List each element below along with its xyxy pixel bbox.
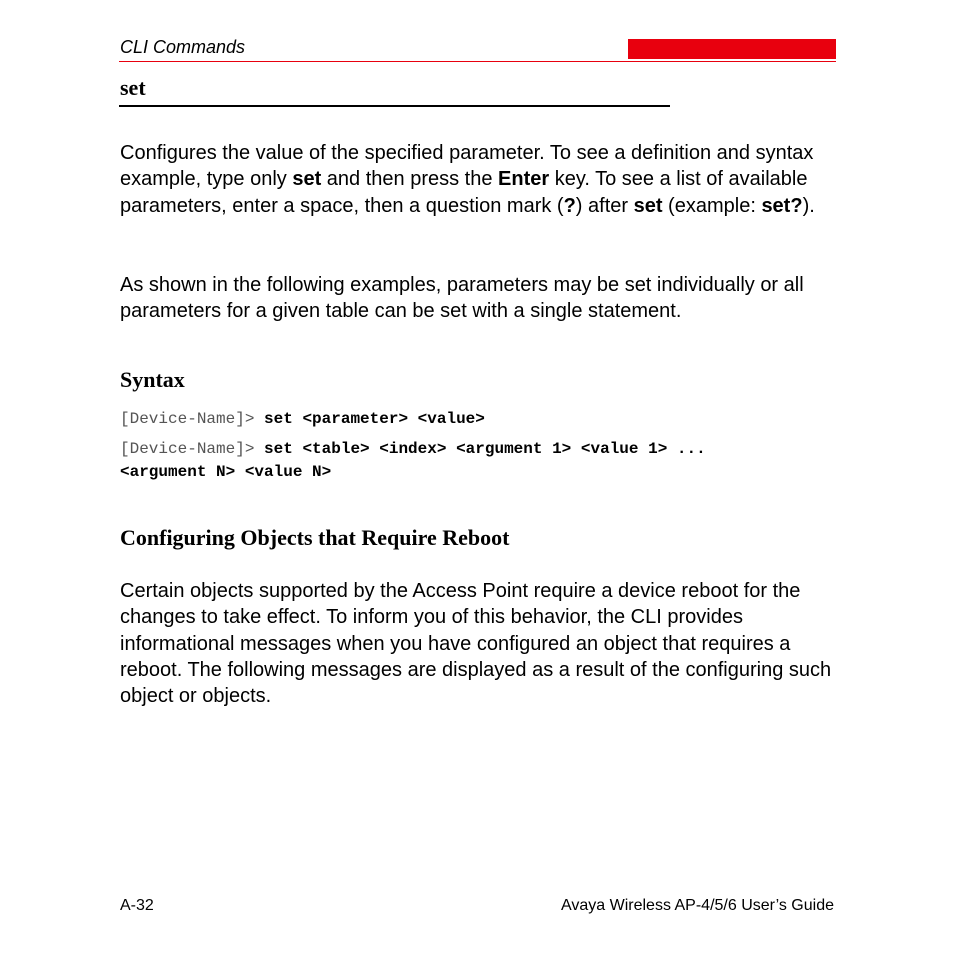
syntax-line-1 [120,408,840,431]
cli-prompt: [Device-Name]> [120,410,265,428]
text-run: key. To see a list of available parameters, enter a space, then a question mark ( [120,168,808,217]
syntax-line-2 [120,438,840,484]
description-paragraph [120,140,840,219]
bold-term-set: set [633,194,663,217]
text-run: (example: [662,194,762,217]
header-accent-bar [628,39,836,59]
section-title-rule [119,105,670,107]
syntax-heading: Syntax [120,367,185,392]
cli-prompt: [Device-Name]> [120,440,265,458]
bold-term-question-mark: ? [563,194,576,217]
footer-doc-title: Avaya Wireless AP-4/5/6 User’s Guide [560,897,834,914]
section-title: set [120,75,146,100]
bold-term-enter: Enter [498,168,550,191]
text-run: ) after [575,194,634,217]
page-number: A-32 [120,897,154,914]
text-run: Configures the value of the specified parameter. To see a definition and syntax example, type only [120,142,814,191]
cli-command: set <table> <index> <argument 1> <value 1> ... [264,440,706,458]
running-header-label: CLI Commands [120,37,246,57]
header-rule [119,61,836,62]
text-run: and then press the [321,168,499,191]
bold-term-set-question: set? [761,194,803,217]
cli-command: set <parameter> <value> [264,410,485,428]
reboot-paragraph: Certain objects supported by the Access Point require a device reboot for the changes to take effect. To inform you of this behavior, the CLI provides informational messages when you have configured an object that requires a reboot. The following messages are displayed as a result of the configuring such object or objects. [120,580,832,708]
cli-command-continuation: <argument N> <value N> [120,463,332,481]
text-run: ). [802,194,815,217]
bold-term-set: set [292,168,322,191]
reboot-heading: Configuring Objects that Require Reboot [120,525,510,550]
examples-paragraph: As shown in the following examples, parameters may be set individually or all parameters for a given table can be set with a single statement. [120,274,804,323]
